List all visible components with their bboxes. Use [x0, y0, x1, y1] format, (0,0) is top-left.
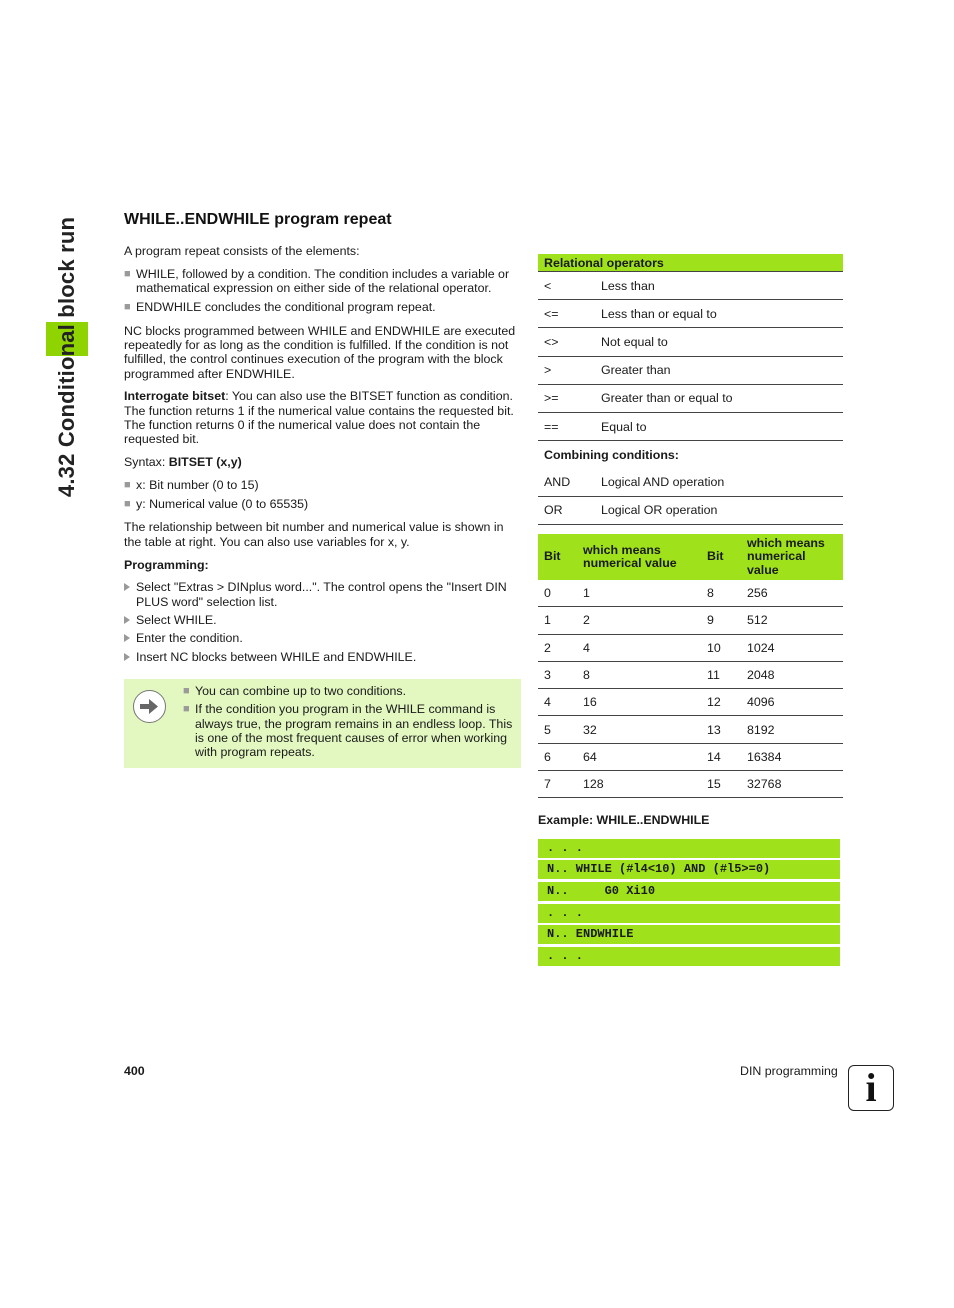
syntax-value: BITSET (x,y) — [168, 455, 242, 470]
square-bullet-icon: ■ — [183, 703, 190, 716]
section-title: WHILE..ENDWHILE program repeat — [124, 211, 392, 228]
square-bullet-icon: ■ — [124, 498, 131, 511]
info-icon: i — [848, 1065, 894, 1111]
bitset-paragraph: Interrogate bitset: You can also use the BITSET function as condition. The function returns 1 if the numerical value contains the requested bit. The function returns 0 if the numerical value does not contain the requested bit. — [124, 389, 514, 447]
step-item: Select "Extras > DINplus word...". The control opens the "Insert DIN PLUS word" selection list. — [124, 580, 520, 609]
note-item: ■ You can combine up to two conditions. — [183, 684, 407, 698]
note-item: ■ If the condition you program in the WHILE command is always true, the program remains in an endless loop. This is one of the most frequent causes of error when working with program repeats. — [183, 702, 513, 760]
list-item: ■ ENDWHILE concludes the conditional program repeat. — [124, 300, 436, 315]
table-row: 5 32 13 8192 — [538, 716, 843, 743]
code-line: . . . — [538, 904, 840, 923]
table-row: 1 2 9 512 — [538, 607, 843, 634]
code-line: N.. ENDWHILE — [538, 925, 840, 944]
triangle-bullet-icon — [124, 653, 130, 661]
while-description-paragraph: NC blocks programmed between WHILE and ENDWHILE are executed repeatedly for as long as the condition is fulfilled. If the condition is not fulfilled, the control continues execution of the program with the block programmed after ENDWHILE. — [124, 323, 516, 381]
square-bullet-icon: ■ — [183, 685, 190, 697]
table-row: 7 128 15 32768 — [538, 771, 843, 798]
example-title: Example: WHILE..ENDWHILE — [538, 813, 710, 827]
list-item: ■ WHILE, followed by a condition. The condition includes a variable or mathematical expression on either side of the relational operator. — [124, 266, 510, 296]
chapter-footer: DIN programming — [740, 1064, 838, 1078]
table-row: AND Logical AND operation — [538, 468, 843, 496]
code-line: N.. WHILE (#l4<10) AND (#l5>=0) — [538, 860, 840, 879]
intro-paragraph: A program repeat consists of the elements: — [124, 244, 360, 258]
table-row: > Greater than — [538, 356, 843, 384]
syntax-line: Syntax: BITSET (x,y) — [124, 455, 242, 470]
table-row: 4 16 12 4096 — [538, 689, 843, 716]
triangle-bullet-icon — [124, 616, 130, 624]
code-line: . . . — [538, 839, 840, 858]
bit-value-table — [538, 534, 843, 798]
arrow-right-icon — [133, 690, 166, 723]
table-row: < Less than — [538, 272, 843, 300]
table-row: <> Not equal to — [538, 328, 843, 356]
square-bullet-icon: ■ — [124, 267, 131, 280]
table-row: 3 8 11 2048 — [538, 661, 843, 688]
list-item: ■ y: Numerical value (0 to 65535) — [124, 497, 309, 512]
chapter-side-title: 4.32 Conditional block run — [54, 216, 79, 498]
programming-label: Programming: — [124, 557, 209, 572]
step-item: Enter the condition. — [124, 631, 520, 645]
code-line: N.. G0 Xi10 — [538, 882, 840, 901]
relational-operators-table — [538, 254, 843, 525]
step-item: Select WHILE. — [124, 613, 520, 627]
note-box — [124, 679, 521, 768]
triangle-bullet-icon — [124, 634, 130, 642]
relationship-paragraph: The relationship between bit number and numerical value is shown in the table at right. You can also use variables for x, y. — [124, 520, 504, 549]
table-row: 0 1 8 256 — [538, 580, 843, 607]
body-text-column — [124, 244, 520, 668]
table-row: 6 64 14 16384 — [538, 743, 843, 770]
list-item: ■ x: Bit number (0 to 15) — [124, 477, 259, 492]
table-header-row: Bit which means numerical value Bit which means numerical value — [538, 534, 843, 580]
square-bullet-icon: ■ — [124, 301, 131, 314]
note-text — [183, 684, 513, 763]
bitset-label: Interrogate bitset — [124, 389, 226, 404]
table-row: <= Less than or equal to — [538, 300, 843, 328]
table-header-row — [538, 254, 843, 272]
table-row: OR Logical OR operation — [538, 496, 843, 524]
triangle-bullet-icon — [124, 583, 130, 591]
square-bullet-icon: ■ — [124, 478, 131, 491]
table-row: 2 4 10 1024 — [538, 634, 843, 661]
table-row: == Equal to — [538, 412, 843, 440]
page-number: 400 — [124, 1064, 145, 1078]
code-line: . . . — [538, 947, 840, 966]
table-header: Relational operators — [538, 254, 843, 272]
table-subheader-row: Combining conditions: — [544, 447, 679, 462]
table-row: >= Greater than or equal to — [538, 384, 843, 412]
step-item: Insert NC blocks between WHILE and ENDWHILE. — [124, 650, 520, 664]
